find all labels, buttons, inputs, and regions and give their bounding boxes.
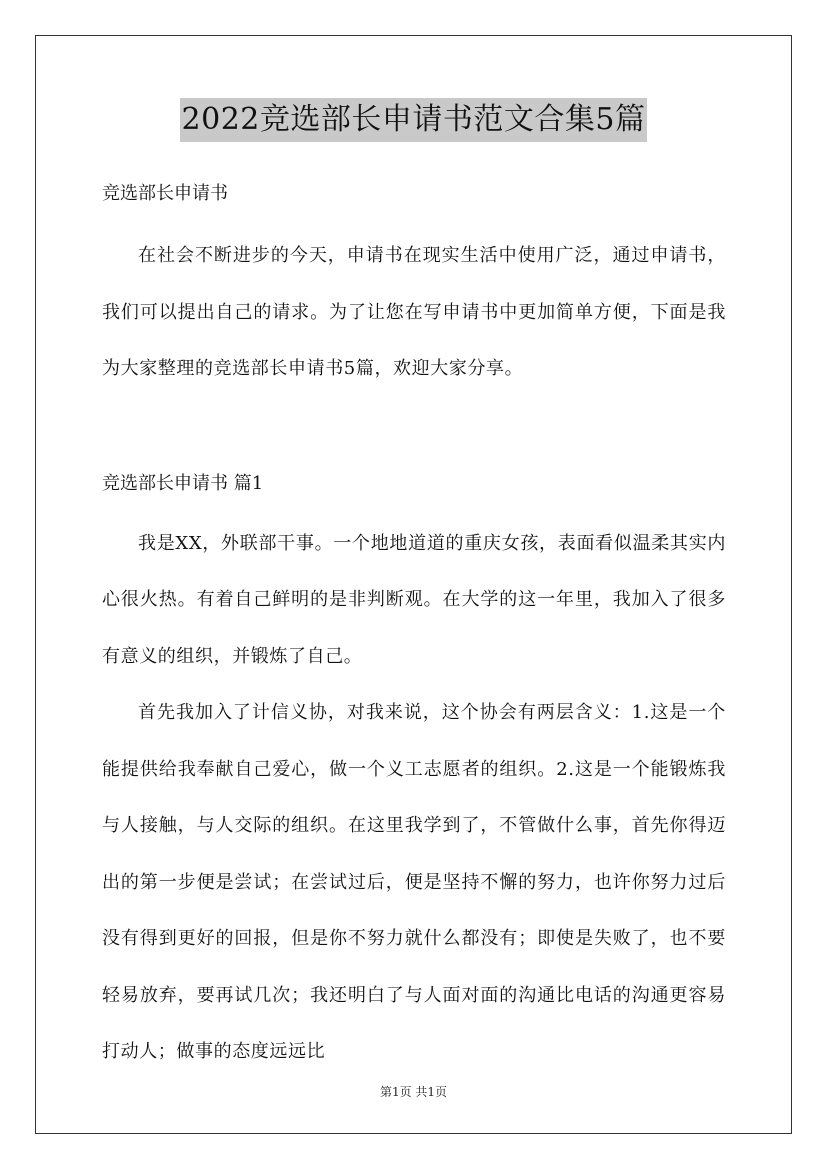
body-paragraph: 我是XX，外联部干事。一个地地道道的重庆女孩，表面看似温柔其实内心很火热。有着自己鲜明的是非判断观。在大学的这一年里，我加入了很多有意义的组织，并锻炼了自己。 — [102, 532, 726, 667]
page-footer: 第1页 共1页 — [379, 1085, 448, 1099]
section-heading: 竞选部长申请书 篇1 — [102, 472, 264, 494]
intro-paragraph: 在社会不断进步的今天，申请书在现实生活中使用广泛，通过申请书，我们可以提出自己的请求。为了让您在写申请书中更加简单方便，下面是我为大家整理的竞选部长申请书5篇，欢迎大家分享。 — [102, 245, 726, 379]
document-body — [102, 172, 726, 1081]
spacer — [102, 398, 726, 462]
document-title: 2022竞选部长申请书范文合集5篇 — [180, 98, 648, 142]
spacer — [102, 216, 726, 228]
body-paragraph: 首先我加入了计信义协，对我来说，这个协会有两层含义：1.这是一个能提供给我奉献自己爱心，做一个义工志愿者的组织。2.这是一个能锻炼我与人接触，与人交际的组织。在这里我学到了，不管做什么事，首先你得迈出的第一步便是尝试；在尝试过后，便是坚持不懈的努力，也许你努力过后没有得到更好的回报，但是你不努力就什么都没有；即使是失败了，也不要轻易放弃，要再试几次；我还明白了与人面对面的沟通比电话的沟通更容易打动人；做事的态度远远比 — [102, 702, 726, 1062]
spacer — [102, 506, 726, 516]
intro-heading: 竞选部长申请书 — [102, 183, 228, 204]
title-container — [0, 98, 827, 142]
